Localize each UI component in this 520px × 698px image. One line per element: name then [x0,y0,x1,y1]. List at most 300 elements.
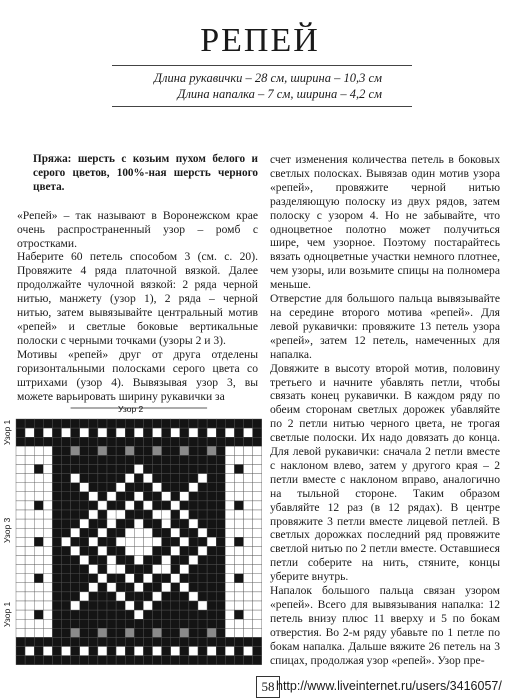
label-uzor-1-bottom: Узор 1 [2,601,12,627]
pattern-cell [134,501,143,510]
pattern-cell [153,428,162,437]
pattern-cell [216,428,225,437]
pattern-cell [134,601,143,610]
left-paragraph: Мотивы «репей» друг от друга отделены горизонтальными полосками серого цвета со штрихами (узор 4). Вывязывая узор 3, вы можете варьировать ширину рукавички за [17,347,258,403]
pattern-cell [107,546,116,555]
pattern-cell [98,455,107,464]
pattern-cell [171,455,180,464]
pattern-cell [198,528,207,537]
pattern-cell [143,619,152,628]
pattern-cell [71,510,80,519]
pattern-cell [62,455,71,464]
pattern-cell [216,537,225,546]
pattern-cell [25,628,34,637]
pattern-cell [71,446,80,455]
pattern-cell [80,465,89,474]
pattern-cell [189,419,198,428]
pattern-cell [153,610,162,619]
pattern-cell [80,483,89,492]
pattern-cell [25,437,34,446]
pattern-cell [189,601,198,610]
pattern-cell [16,446,25,455]
pattern-cell [171,483,180,492]
pattern-cell [234,428,243,437]
pattern-cell [25,656,34,665]
pattern-cell [89,647,98,656]
pattern-cell [34,428,43,437]
pattern-cell [107,501,116,510]
pattern-cell [34,537,43,546]
pattern-cell [253,610,262,619]
pattern-cell [143,455,152,464]
pattern-cell [244,546,253,555]
pattern-cell [244,428,253,437]
pattern-cell [171,637,180,646]
pattern-cell [98,583,107,592]
pattern-cell [125,492,134,501]
pattern-cell [98,601,107,610]
pattern-cell [134,637,143,646]
pattern-cell [253,656,262,665]
pattern-cell [89,465,98,474]
pattern-cell [253,556,262,565]
pattern-cell [234,592,243,601]
pattern-cell [153,474,162,483]
pattern-cell [153,592,162,601]
pattern-cell [116,428,125,437]
pattern-cell [171,610,180,619]
pattern-cell [216,637,225,646]
pattern-cell [52,428,61,437]
pattern-cell [62,510,71,519]
pattern-cell [198,455,207,464]
pattern-cell [34,619,43,628]
title-rule-bottom [112,106,412,107]
pattern-cell [234,565,243,574]
pattern-cell [107,637,116,646]
pattern-cell [125,610,134,619]
pattern-cell [198,428,207,437]
pattern-cell [162,601,171,610]
pattern-cell [162,637,171,646]
pattern-cell [52,592,61,601]
pattern-cell [89,492,98,501]
pattern-cell [225,583,234,592]
pattern-cell [153,537,162,546]
pattern-cell [216,528,225,537]
pattern-cell [34,647,43,656]
pattern-cell [198,510,207,519]
pattern-cell [25,601,34,610]
pattern-cell [34,656,43,665]
pattern-cell [116,546,125,555]
pattern-cell [52,474,61,483]
pattern-cell [52,483,61,492]
pattern-cell [234,501,243,510]
pattern-cell [34,556,43,565]
pattern-cell [80,428,89,437]
pattern-cell [80,528,89,537]
pattern-cell [16,428,25,437]
pattern-cell [25,565,34,574]
pattern-cell [134,556,143,565]
pattern-cell [62,565,71,574]
pattern-cell [253,592,262,601]
pattern-cell [253,619,262,628]
pattern-cell [89,592,98,601]
pattern-cell [134,619,143,628]
pattern-cell [171,574,180,583]
pattern-cell [234,455,243,464]
pattern-cell [216,619,225,628]
pattern-cell [162,610,171,619]
pattern-cell [107,610,116,619]
pattern-cell [244,556,253,565]
pattern-cell [52,519,61,528]
pattern-cell [43,428,52,437]
pattern-cell [80,455,89,464]
pattern-cell [225,492,234,501]
pattern-cell [125,501,134,510]
pattern-cell [153,619,162,628]
pattern-cell [62,465,71,474]
pattern-cell [107,592,116,601]
left-text-column [17,153,258,403]
pattern-cell [189,583,198,592]
pattern-cell [253,428,262,437]
pattern-cell [89,565,98,574]
pattern-cell [107,519,116,528]
pattern-cell [62,419,71,428]
pattern-cell [16,492,25,501]
pattern-cell [134,519,143,528]
pattern-cell [216,610,225,619]
pattern-cell [234,492,243,501]
right-paragraph: Отверстие для большого пальца вывязывайте на середине второго мотива «репей». Для левой рукавички: провяжите 13 петель узора «репей», затем 12 петель, намеченных для напалка. [270,292,500,361]
pattern-cell [216,519,225,528]
pattern-cell [25,428,34,437]
pattern-cell [116,601,125,610]
pattern-cell [244,610,253,619]
pattern-cell [143,537,152,546]
pattern-cell [34,574,43,583]
pattern-cell [43,519,52,528]
pattern-cell [153,510,162,519]
pattern-cell [43,574,52,583]
pattern-cell [134,492,143,501]
pattern-cell [216,474,225,483]
pattern-cell [125,546,134,555]
pattern-cell [116,556,125,565]
pattern-cell [16,537,25,546]
pattern-cell [107,455,116,464]
pattern-cell [225,419,234,428]
pattern-cell [162,446,171,455]
pattern-cell [34,583,43,592]
pattern-cell [171,628,180,637]
pattern-cell [244,519,253,528]
pattern-cell [71,637,80,646]
pattern-cell [125,528,134,537]
pattern-cell [80,510,89,519]
pattern-cell [171,419,180,428]
pattern-cell [162,619,171,628]
pattern-cell [16,419,25,428]
pattern-cell [180,537,189,546]
pattern-cell [153,546,162,555]
pattern-cell [162,647,171,656]
pattern-cell [162,556,171,565]
pattern-cell [125,483,134,492]
pattern-cell [143,556,152,565]
pattern-cell [189,501,198,510]
pattern-cell [125,474,134,483]
pattern-cell [16,619,25,628]
pattern-cell [189,428,198,437]
pattern-cell [62,574,71,583]
pattern-cell [125,419,134,428]
pattern-cell [62,492,71,501]
pattern-cell [71,528,80,537]
pattern-cell [89,628,98,637]
pattern-cell [153,437,162,446]
pattern-cell [207,565,216,574]
pattern-cell [180,610,189,619]
pattern-cell [98,565,107,574]
pattern-cell [207,601,216,610]
pattern-cell [225,574,234,583]
pattern-cell [62,528,71,537]
pattern-cell [207,628,216,637]
pattern-cell [52,510,61,519]
pattern-cell [62,446,71,455]
pattern-cell [43,546,52,555]
pattern-cell [116,656,125,665]
pattern-cell [62,556,71,565]
pattern-cell [98,537,107,546]
pattern-cell [89,583,98,592]
pattern-cell [25,537,34,546]
pattern-cell [153,483,162,492]
pattern-cell [171,437,180,446]
pattern-cell [253,510,262,519]
pattern-cell [153,528,162,537]
pattern-cell [16,501,25,510]
pattern-cell [71,465,80,474]
pattern-cell [80,601,89,610]
pattern-cell [225,637,234,646]
pattern-cell [216,446,225,455]
pattern-cell [107,474,116,483]
pattern-cell [43,583,52,592]
pattern-cell [89,483,98,492]
pattern-cell [153,583,162,592]
pattern-cell [234,574,243,583]
pattern-cell [189,619,198,628]
pattern-cell [98,610,107,619]
pattern-cell [216,437,225,446]
pattern-cell [153,501,162,510]
pattern-cell [207,583,216,592]
pattern-cell [207,537,216,546]
pattern-cell [171,546,180,555]
pattern-cell [207,619,216,628]
pattern-cell [225,601,234,610]
pattern-cell [225,510,234,519]
pattern-cell [71,592,80,601]
right-paragraph: счет изменения количества петель в боковых светлых полосках. Вывязав один мотив узора «репей», провяжите черной нитью разделяющую полоску из двух рядов, затем полоску с узором 4. Но не забывайте, что одноцветное полотно может получиться шире, чем узорное. Поэтому постарайтесь вязать одноцветные участки немного плотнее, чем узоры, или возьмите спицы на полномера меньше. [270,153,500,292]
pattern-cell [198,446,207,455]
pattern-cell [80,546,89,555]
pattern-cell [43,619,52,628]
pattern-cell [71,647,80,656]
pattern-cell [71,601,80,610]
pattern-cell [198,519,207,528]
pattern-cell [244,583,253,592]
pattern-cell [207,474,216,483]
pattern-cell [162,519,171,528]
pattern-cell [180,583,189,592]
pattern-cell [234,556,243,565]
pattern-cell [98,437,107,446]
pattern-cell [62,437,71,446]
pattern-cell [234,610,243,619]
pattern-cell [171,565,180,574]
pattern-cell [107,628,116,637]
pattern-cell [89,528,98,537]
dimension-thumb: Длина напалка – 7 см, ширина – 4,2 см [177,87,382,101]
pattern-cell [16,574,25,583]
pattern-cell [189,656,198,665]
pattern-cell [89,428,98,437]
pattern-cell [225,628,234,637]
pattern-cell [71,492,80,501]
pattern-cell [171,556,180,565]
pattern-cell [234,619,243,628]
pattern-cell [244,628,253,637]
pattern-cell [62,637,71,646]
pattern-cell [16,647,25,656]
pattern-cell [225,619,234,628]
pattern-cell [25,465,34,474]
pattern-cell [52,637,61,646]
pattern-cell [171,647,180,656]
pattern-grid [0,403,270,665]
pattern-cell [62,610,71,619]
pattern-cell [89,455,98,464]
pattern-cell [116,519,125,528]
pattern-cell [107,556,116,565]
pattern-cell [80,437,89,446]
pattern-cell [207,455,216,464]
pattern-cell [234,446,243,455]
pattern-cell [180,637,189,646]
pattern-cell [52,610,61,619]
pattern-cell [80,610,89,619]
pattern-cell [225,546,234,555]
pattern-cell [162,419,171,428]
pattern-cell [216,465,225,474]
pattern-cell [162,492,171,501]
pattern-cell [125,519,134,528]
pattern-cell [153,465,162,474]
pattern-cell [62,592,71,601]
pattern-cell [16,474,25,483]
pattern-cell [62,474,71,483]
pattern-cell [225,592,234,601]
pattern-cell [25,474,34,483]
pattern-cell [225,565,234,574]
pattern-cell [34,446,43,455]
yarn-paragraph: Пряжа: шерсть с козьим пухом белого и серого цветов, 100%-ная шерсть черного цвета. [33,153,258,193]
pattern-cell [80,637,89,646]
pattern-cell [25,528,34,537]
pattern-cell [143,610,152,619]
pattern-cell [153,519,162,528]
pattern-cell [234,637,243,646]
pattern-cell [89,510,98,519]
pattern-cell [89,446,98,455]
pattern-cell [25,501,34,510]
pattern-cell [216,565,225,574]
pattern-cell [234,510,243,519]
pattern-cell [244,465,253,474]
pattern-cell [71,519,80,528]
pattern-cell [116,465,125,474]
pattern-cell [198,474,207,483]
pattern-cell [125,428,134,437]
pattern-cell [225,528,234,537]
pattern-cell [216,556,225,565]
pattern-cell [198,556,207,565]
pattern-cell [225,483,234,492]
source-url: http://www.liveinternet.ru/users/3416057/ [276,679,502,693]
pattern-cell [98,528,107,537]
pattern-cell [198,647,207,656]
pattern-cell [52,583,61,592]
pattern-cell [43,474,52,483]
pattern-cell [89,556,98,565]
pattern-cell [225,501,234,510]
pattern-cell [98,446,107,455]
pattern-cell [116,619,125,628]
pattern-cell [162,428,171,437]
pattern-cell [198,592,207,601]
pattern-cell [89,619,98,628]
pattern-cell [25,610,34,619]
pattern-cell [107,601,116,610]
pattern-cell [89,601,98,610]
pattern-cell [125,574,134,583]
pattern-cell [244,537,253,546]
pattern-cell [52,546,61,555]
pattern-cell [143,637,152,646]
pattern-cell [153,656,162,665]
pattern-cell [80,501,89,510]
pattern-cell [180,574,189,583]
label-uzor-3: Узор 3 [2,517,12,543]
pattern-cell [207,647,216,656]
pattern-cell [189,465,198,474]
pattern-cell [52,601,61,610]
pattern-cell [180,592,189,601]
pattern-cell [125,656,134,665]
pattern-cell [25,455,34,464]
pattern-cell [43,656,52,665]
pattern-cell [98,428,107,437]
pattern-cell [244,601,253,610]
pattern-cell [216,647,225,656]
